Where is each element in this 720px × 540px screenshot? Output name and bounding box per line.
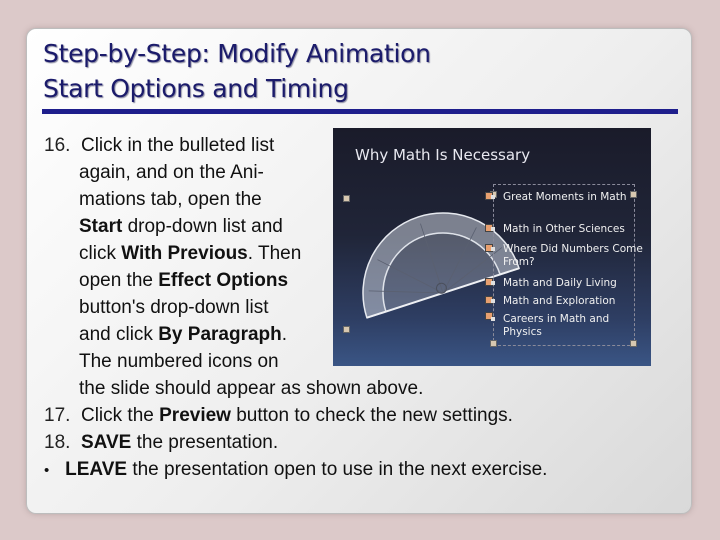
step-16-line-10: the slide should appear as shown above. [79, 378, 424, 399]
step-16-line-3: mations tab, open the [79, 189, 262, 210]
step-16-line-9: The numbered icons on [79, 351, 279, 372]
title-line-2: Start Options and Timing [43, 74, 349, 103]
resize-handle [630, 340, 637, 347]
resize-handle [490, 340, 497, 347]
preview-bullet-item: Math and Exploration [503, 295, 643, 308]
step-text: drop-down list and [122, 216, 283, 237]
step-16-line-6 [79, 267, 288, 294]
slide-preview-image [333, 128, 651, 366]
slide-title [43, 36, 683, 106]
bullet-item [44, 456, 547, 484]
step-number: 16. [44, 135, 71, 156]
preview-bullet-item: Careers in Math and Physics [503, 313, 643, 339]
title-line-1: Step-by-Step: Modify Animation [43, 39, 431, 68]
resize-handle [343, 195, 350, 202]
step-text: Click [80, 135, 128, 156]
preview-bullet-item: Where Did Numbers Come From? [503, 243, 643, 268]
step-16-line-5 [79, 240, 301, 267]
keyword: Start [79, 216, 123, 237]
preview-slide-title: Why Math Is Necessary [355, 146, 531, 164]
step-text: and click [79, 324, 159, 345]
keyword: SAVE [80, 432, 132, 453]
step-text: . Then [247, 243, 302, 264]
step-17 [44, 402, 513, 429]
step-text: the presentation open to use in the next exercise. [127, 459, 548, 480]
step-text: . [281, 324, 288, 345]
preview-bullet-item: Math in Other Sciences [503, 223, 643, 236]
step-text: open the [79, 270, 159, 291]
step-16-line-8 [79, 321, 287, 348]
title-divider [42, 109, 678, 114]
step-16-line-4 [79, 213, 283, 240]
keyword: Preview [159, 405, 231, 426]
step-number: 18. [44, 432, 71, 453]
step-16-line-7: button's drop-down list [79, 297, 269, 318]
keyword: Effect Options [158, 270, 289, 291]
step-text: in the bulleted list [127, 135, 275, 156]
resize-handle [343, 326, 350, 333]
step-text: the presentation. [131, 432, 279, 453]
step-16-line-2: again, and on the Ani- [79, 162, 264, 183]
keyword: With Previous [121, 243, 248, 264]
step-text: button to check the new settings. [230, 405, 513, 426]
preview-bullet-item: Math and Daily Living [503, 277, 643, 290]
step-number: 17. [44, 405, 71, 426]
preview-bullet-item: Great Moments in Math [503, 191, 643, 204]
step-text: Click the [80, 405, 160, 426]
step-text: click [79, 243, 122, 264]
keyword: LEAVE [65, 459, 128, 480]
step-18 [44, 429, 278, 456]
bullet-glyph: • [44, 462, 50, 479]
keyword: By Paragraph [158, 324, 282, 345]
step-16-line-1 [44, 132, 274, 159]
